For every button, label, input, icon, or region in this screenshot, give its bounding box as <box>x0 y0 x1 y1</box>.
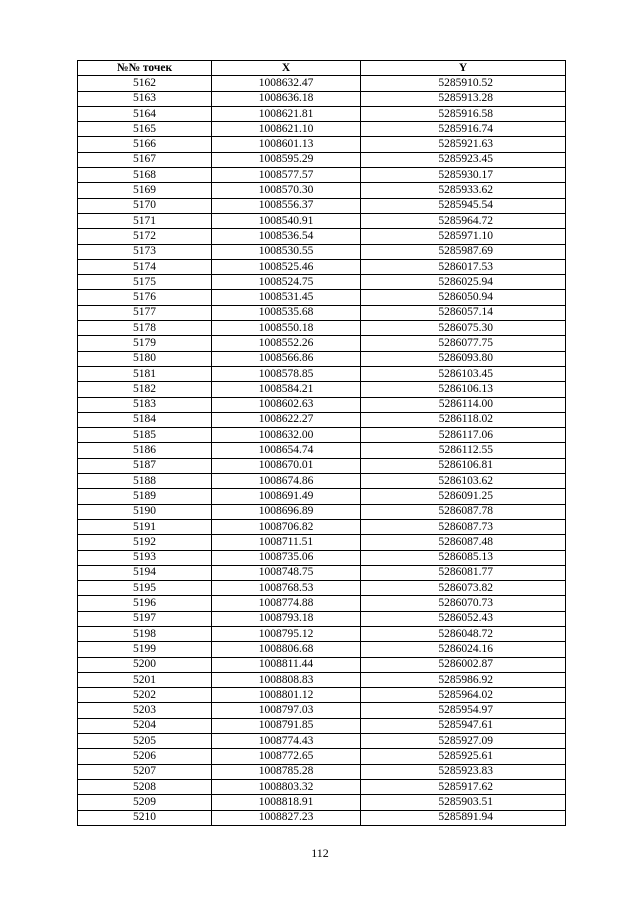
y-cell: 5286093.80 <box>361 351 566 366</box>
table-row <box>78 764 566 779</box>
y-cell: 5285930.17 <box>361 168 566 183</box>
x-cell: 1008602.63 <box>212 397 361 412</box>
x-cell: 1008772.65 <box>212 749 361 764</box>
header-y: Y <box>361 61 566 76</box>
table-row <box>78 290 566 305</box>
y-cell: 5285933.62 <box>361 183 566 198</box>
y-cell: 5285964.02 <box>361 688 566 703</box>
y-cell: 5286112.55 <box>361 443 566 458</box>
table-row <box>78 535 566 550</box>
x-cell: 1008774.43 <box>212 734 361 749</box>
point-number-cell: 5165 <box>78 122 212 137</box>
point-number-cell: 5177 <box>78 305 212 320</box>
y-cell: 5286024.16 <box>361 642 566 657</box>
y-cell: 5286050.94 <box>361 290 566 305</box>
table-body <box>78 76 566 826</box>
table-header-row <box>78 61 566 76</box>
x-cell: 1008774.88 <box>212 596 361 611</box>
table-row <box>78 91 566 106</box>
y-cell: 5286002.87 <box>361 657 566 672</box>
table-row <box>78 489 566 504</box>
y-cell: 5286025.94 <box>361 275 566 290</box>
x-cell: 1008535.68 <box>212 305 361 320</box>
x-cell: 1008696.89 <box>212 504 361 519</box>
y-cell: 5285987.69 <box>361 244 566 259</box>
x-cell: 1008785.28 <box>212 764 361 779</box>
table-row <box>78 137 566 152</box>
table-row <box>78 428 566 443</box>
y-cell: 5285923.45 <box>361 152 566 167</box>
y-cell: 5286017.53 <box>361 259 566 274</box>
y-cell: 5285964.72 <box>361 213 566 228</box>
table-row <box>78 244 566 259</box>
table-row <box>78 458 566 473</box>
point-number-cell: 5179 <box>78 336 212 351</box>
point-number-cell: 5164 <box>78 106 212 121</box>
y-cell: 5285910.52 <box>361 76 566 91</box>
point-number-cell: 5191 <box>78 519 212 534</box>
point-number-cell: 5202 <box>78 688 212 703</box>
x-cell: 1008674.86 <box>212 474 361 489</box>
table-row <box>78 504 566 519</box>
table-row <box>78 168 566 183</box>
x-cell: 1008636.18 <box>212 91 361 106</box>
point-number-cell: 5182 <box>78 382 212 397</box>
y-cell: 5285947.61 <box>361 718 566 733</box>
y-cell: 5286087.48 <box>361 535 566 550</box>
y-cell: 5285971.10 <box>361 229 566 244</box>
y-cell: 5286118.02 <box>361 412 566 427</box>
y-cell: 5286070.73 <box>361 596 566 611</box>
x-cell: 1008811.44 <box>212 657 361 672</box>
x-cell: 1008827.23 <box>212 810 361 825</box>
y-cell: 5285916.74 <box>361 122 566 137</box>
table-row <box>78 672 566 687</box>
x-cell: 1008530.55 <box>212 244 361 259</box>
y-cell: 5286106.81 <box>361 458 566 473</box>
y-cell: 5286103.45 <box>361 366 566 381</box>
table-row <box>78 626 566 641</box>
point-number-cell: 5180 <box>78 351 212 366</box>
table-row <box>78 565 566 580</box>
point-number-cell: 5206 <box>78 749 212 764</box>
table-row <box>78 749 566 764</box>
x-cell: 1008577.57 <box>212 168 361 183</box>
point-number-cell: 5189 <box>78 489 212 504</box>
x-cell: 1008768.53 <box>212 581 361 596</box>
x-cell: 1008601.13 <box>212 137 361 152</box>
x-cell: 1008595.29 <box>212 152 361 167</box>
y-cell: 5286091.25 <box>361 489 566 504</box>
point-number-cell: 5197 <box>78 611 212 626</box>
table-row <box>78 474 566 489</box>
x-cell: 1008566.86 <box>212 351 361 366</box>
x-cell: 1008735.06 <box>212 550 361 565</box>
point-number-cell: 5210 <box>78 810 212 825</box>
x-cell: 1008525.46 <box>212 259 361 274</box>
y-cell: 5286081.77 <box>361 565 566 580</box>
point-number-cell: 5166 <box>78 137 212 152</box>
point-number-cell: 5200 <box>78 657 212 672</box>
x-cell: 1008691.49 <box>212 489 361 504</box>
y-cell: 5285891.94 <box>361 810 566 825</box>
x-cell: 1008621.10 <box>212 122 361 137</box>
table-row <box>78 229 566 244</box>
table-row <box>78 305 566 320</box>
x-cell: 1008632.00 <box>212 428 361 443</box>
x-cell: 1008536.54 <box>212 229 361 244</box>
x-cell: 1008632.47 <box>212 76 361 91</box>
y-cell: 5285916.58 <box>361 106 566 121</box>
table-row <box>78 336 566 351</box>
y-cell: 5286077.75 <box>361 336 566 351</box>
table-row <box>78 550 566 565</box>
table-row <box>78 779 566 794</box>
table-row <box>78 259 566 274</box>
point-number-cell: 5209 <box>78 795 212 810</box>
x-cell: 1008797.03 <box>212 703 361 718</box>
point-number-cell: 5167 <box>78 152 212 167</box>
x-cell: 1008570.30 <box>212 183 361 198</box>
table-row <box>78 734 566 749</box>
table-row <box>78 596 566 611</box>
y-cell: 5286075.30 <box>361 321 566 336</box>
table-row <box>78 76 566 91</box>
table-row <box>78 810 566 825</box>
header-point-number: №№ точек <box>78 61 212 76</box>
x-cell: 1008552.26 <box>212 336 361 351</box>
y-cell: 5285986.92 <box>361 672 566 687</box>
point-number-cell: 5199 <box>78 642 212 657</box>
point-number-cell: 5187 <box>78 458 212 473</box>
point-number-cell: 5185 <box>78 428 212 443</box>
point-number-cell: 5178 <box>78 321 212 336</box>
table-row <box>78 611 566 626</box>
table-row <box>78 412 566 427</box>
x-cell: 1008556.37 <box>212 198 361 213</box>
table-row <box>78 795 566 810</box>
point-number-cell: 5175 <box>78 275 212 290</box>
table-row <box>78 519 566 534</box>
point-number-cell: 5172 <box>78 229 212 244</box>
y-cell: 5285921.63 <box>361 137 566 152</box>
y-cell: 5285927.09 <box>361 734 566 749</box>
y-cell: 5286114.00 <box>361 397 566 412</box>
header-x: X <box>212 61 361 76</box>
point-number-cell: 5184 <box>78 412 212 427</box>
y-cell: 5285923.83 <box>361 764 566 779</box>
x-cell: 1008808.83 <box>212 672 361 687</box>
x-cell: 1008550.18 <box>212 321 361 336</box>
x-cell: 1008793.18 <box>212 611 361 626</box>
y-cell: 5285903.51 <box>361 795 566 810</box>
x-cell: 1008531.45 <box>212 290 361 305</box>
y-cell: 5286087.73 <box>361 519 566 534</box>
y-cell: 5286087.78 <box>361 504 566 519</box>
table-row <box>78 122 566 137</box>
point-number-cell: 5208 <box>78 779 212 794</box>
y-cell: 5286085.13 <box>361 550 566 565</box>
y-cell: 5285913.28 <box>361 91 566 106</box>
x-cell: 1008621.81 <box>212 106 361 121</box>
point-number-cell: 5192 <box>78 535 212 550</box>
x-cell: 1008706.82 <box>212 519 361 534</box>
table-row <box>78 213 566 228</box>
x-cell: 1008578.85 <box>212 366 361 381</box>
point-number-cell: 5194 <box>78 565 212 580</box>
y-cell: 5286117.06 <box>361 428 566 443</box>
x-cell: 1008584.21 <box>212 382 361 397</box>
table-row <box>78 718 566 733</box>
point-number-cell: 5183 <box>78 397 212 412</box>
table-row <box>78 703 566 718</box>
point-number-cell: 5169 <box>78 183 212 198</box>
table-row <box>78 351 566 366</box>
point-number-cell: 5207 <box>78 764 212 779</box>
table-row <box>78 198 566 213</box>
table-row <box>78 382 566 397</box>
y-cell: 5286048.72 <box>361 626 566 641</box>
table-row <box>78 183 566 198</box>
coordinates-table <box>77 60 566 826</box>
point-number-cell: 5195 <box>78 581 212 596</box>
page-number: 112 <box>311 846 329 860</box>
point-number-cell: 5203 <box>78 703 212 718</box>
x-cell: 1008524.75 <box>212 275 361 290</box>
x-cell: 1008622.27 <box>212 412 361 427</box>
x-cell: 1008711.51 <box>212 535 361 550</box>
x-cell: 1008818.91 <box>212 795 361 810</box>
table-row <box>78 642 566 657</box>
y-cell: 5285925.61 <box>361 749 566 764</box>
point-number-cell: 5186 <box>78 443 212 458</box>
point-number-cell: 5162 <box>78 76 212 91</box>
y-cell: 5285945.54 <box>361 198 566 213</box>
x-cell: 1008540.91 <box>212 213 361 228</box>
point-number-cell: 5196 <box>78 596 212 611</box>
point-number-cell: 5176 <box>78 290 212 305</box>
x-cell: 1008670.01 <box>212 458 361 473</box>
table-row <box>78 581 566 596</box>
point-number-cell: 5171 <box>78 213 212 228</box>
table-row <box>78 443 566 458</box>
x-cell: 1008801.12 <box>212 688 361 703</box>
table-row <box>78 321 566 336</box>
x-cell: 1008748.75 <box>212 565 361 580</box>
point-number-cell: 5173 <box>78 244 212 259</box>
x-cell: 1008795.12 <box>212 626 361 641</box>
point-number-cell: 5205 <box>78 734 212 749</box>
table-row <box>78 688 566 703</box>
table-row <box>78 152 566 167</box>
x-cell: 1008806.68 <box>212 642 361 657</box>
y-cell: 5286106.13 <box>361 382 566 397</box>
table-row <box>78 366 566 381</box>
x-cell: 1008654.74 <box>212 443 361 458</box>
point-number-cell: 5168 <box>78 168 212 183</box>
y-cell: 5285917.62 <box>361 779 566 794</box>
y-cell: 5286057.14 <box>361 305 566 320</box>
point-number-cell: 5170 <box>78 198 212 213</box>
table-row <box>78 657 566 672</box>
x-cell: 1008803.32 <box>212 779 361 794</box>
point-number-cell: 5190 <box>78 504 212 519</box>
y-cell: 5286073.82 <box>361 581 566 596</box>
point-number-cell: 5198 <box>78 626 212 641</box>
x-cell: 1008791.85 <box>212 718 361 733</box>
point-number-cell: 5163 <box>78 91 212 106</box>
y-cell: 5286103.62 <box>361 474 566 489</box>
point-number-cell: 5174 <box>78 259 212 274</box>
point-number-cell: 5181 <box>78 366 212 381</box>
y-cell: 5285954.97 <box>361 703 566 718</box>
table-row <box>78 397 566 412</box>
table-row <box>78 106 566 121</box>
point-number-cell: 5201 <box>78 672 212 687</box>
y-cell: 5286052.43 <box>361 611 566 626</box>
point-number-cell: 5204 <box>78 718 212 733</box>
point-number-cell: 5188 <box>78 474 212 489</box>
table-row <box>78 275 566 290</box>
point-number-cell: 5193 <box>78 550 212 565</box>
